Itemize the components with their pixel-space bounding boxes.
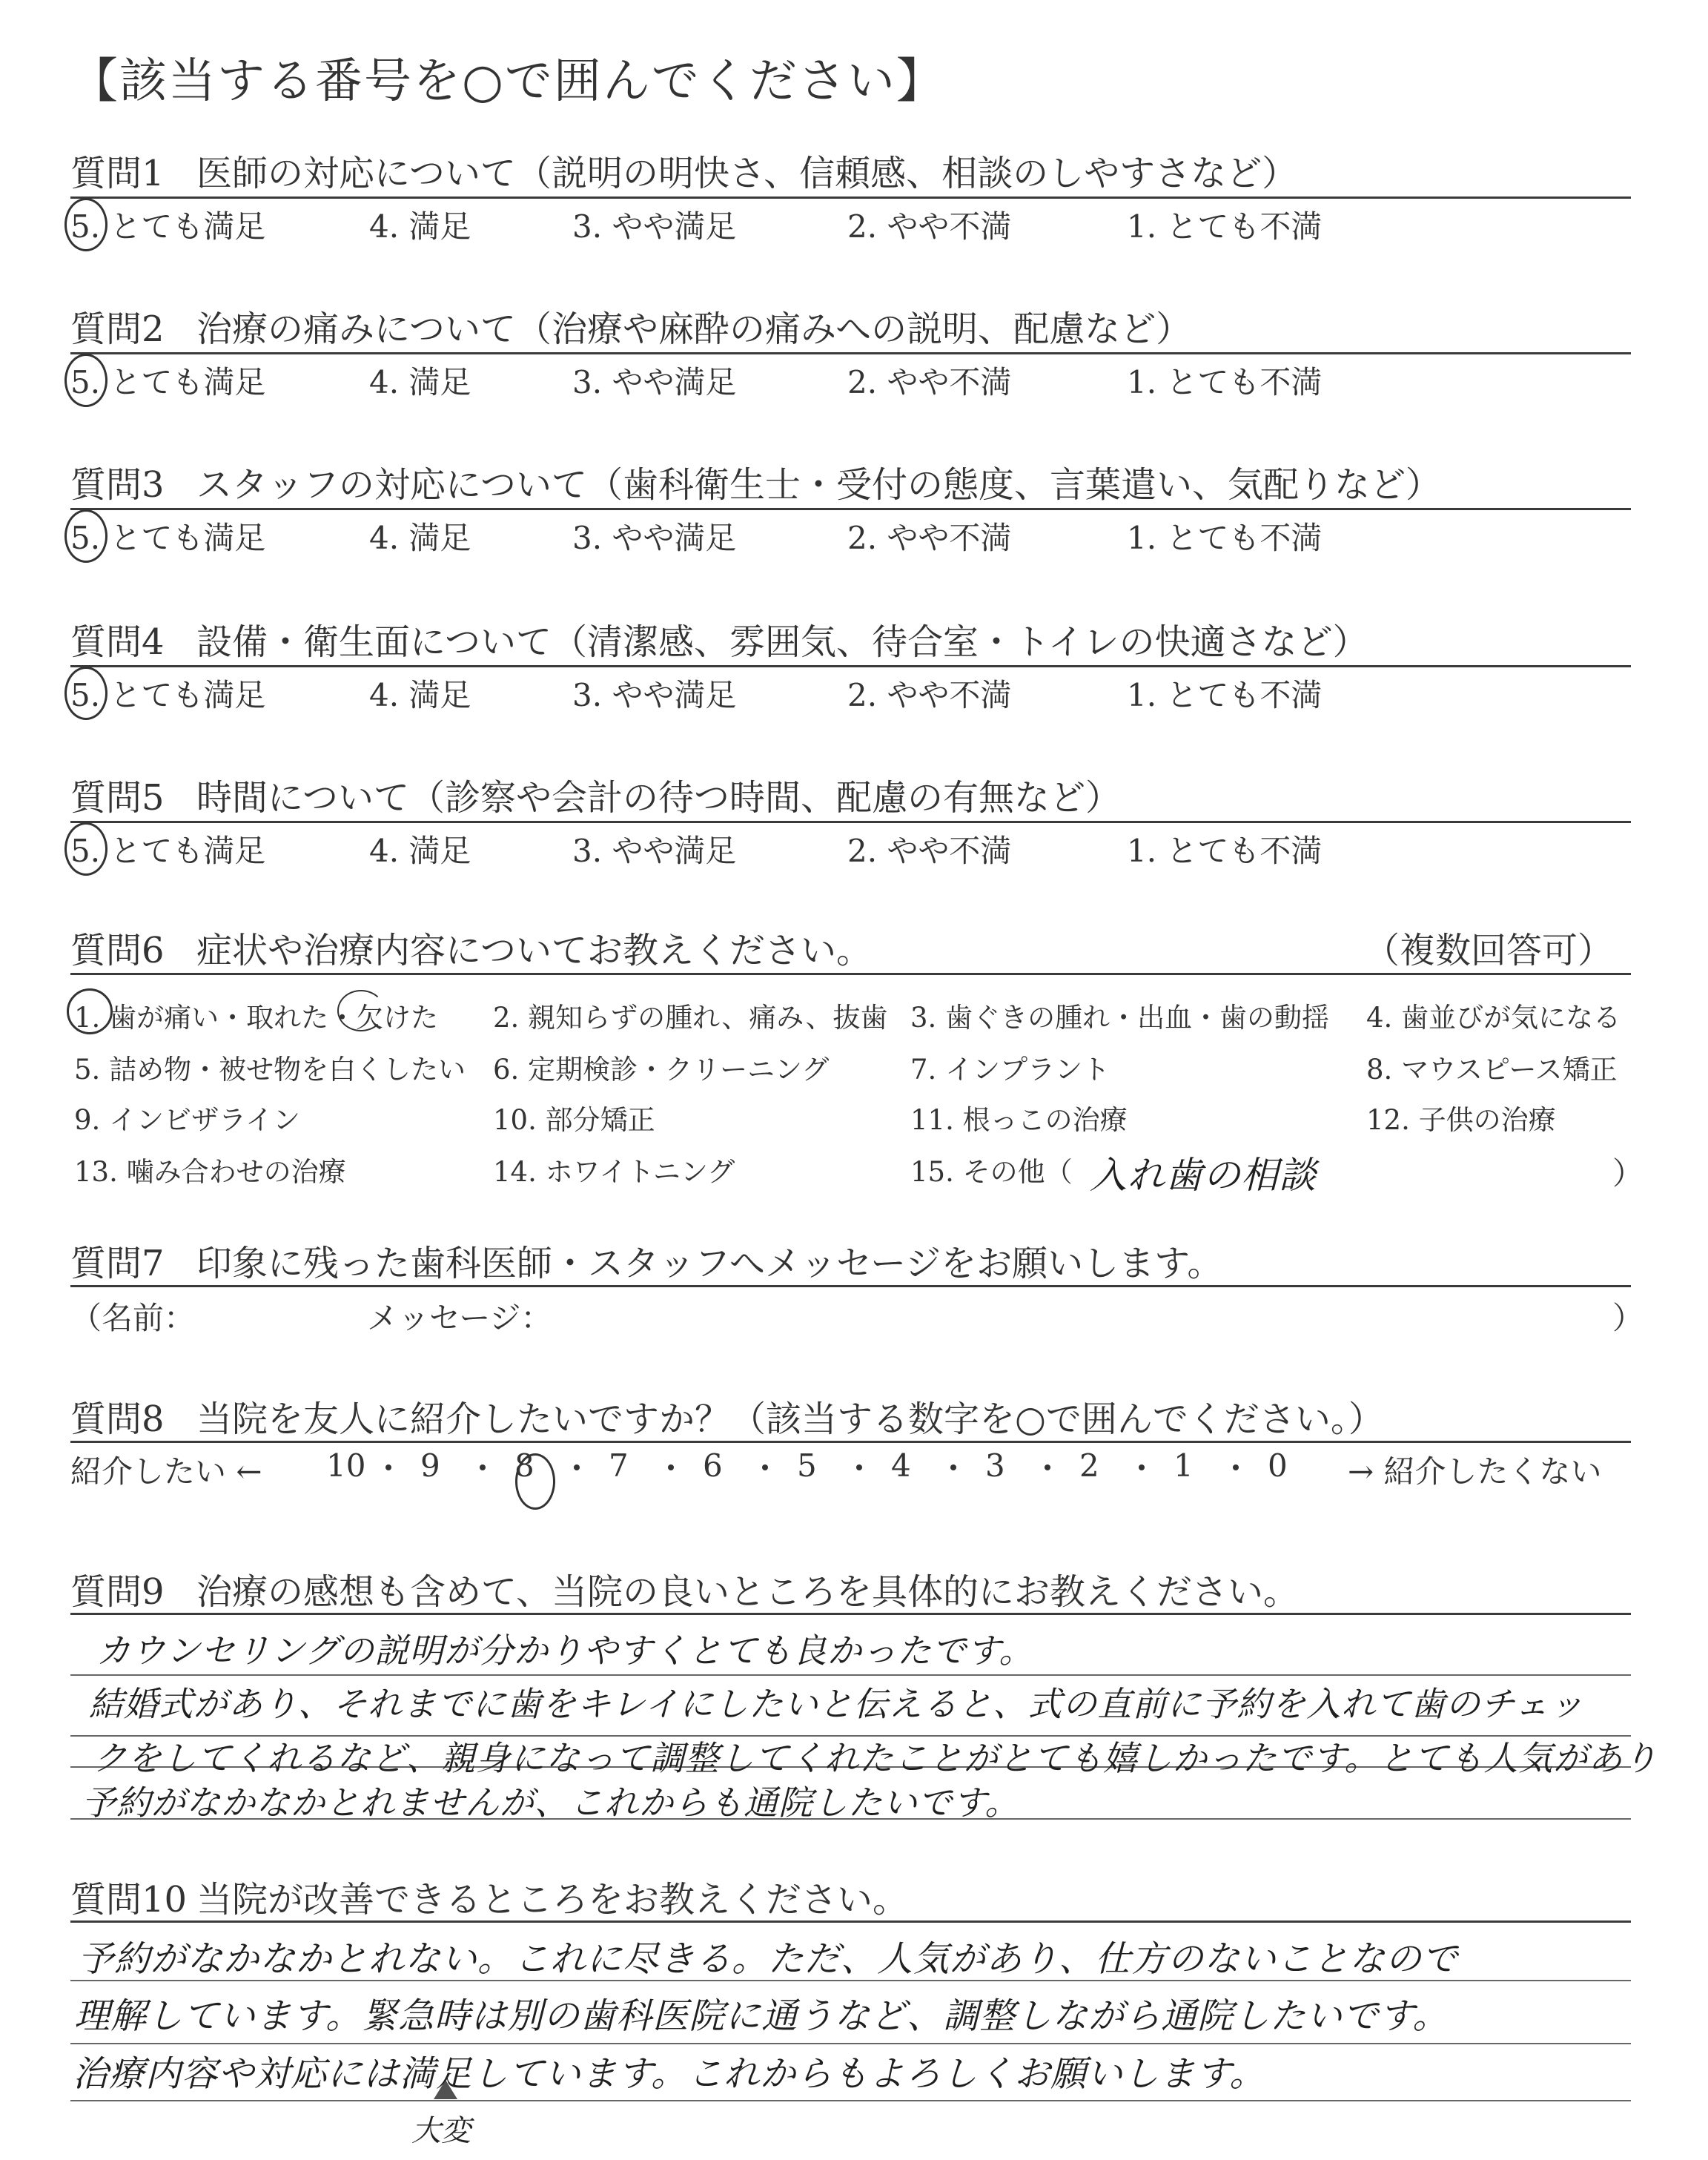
rating-option[interactable]: 2. やや不満: [847, 833, 1012, 869]
q9-line-rule: [70, 1674, 1631, 1676]
selection-circle-mark: [64, 354, 107, 407]
q10-rule: [70, 1920, 1631, 1923]
rating-option[interactable]: 3. やや満足: [572, 833, 737, 869]
handwritten-line: クをしてくれるなど、親身になって調整してくれたことがとても嬉しかったです。とても人気があり: [93, 1738, 1658, 1778]
question-label: 質問1: [70, 153, 165, 194]
q7-text: 印象に残った歯科医師・スタッフへメッセージをお願いします。: [196, 1243, 1223, 1284]
q8-scale-separator: [385, 1464, 391, 1470]
q7-rule: [70, 1285, 1631, 1287]
q8-scale-value[interactable]: 10: [326, 1447, 366, 1484]
question-rule: [70, 508, 1631, 510]
rating-option[interactable]: 4. 満足: [369, 677, 471, 713]
q6-option[interactable]: 6. 定期検診・クリーニング: [493, 1054, 830, 1086]
handwritten-line: 予約がなかなかとれない。これに尽きる。ただ、人気があり、仕方のないことなので: [78, 1938, 1459, 1980]
q8-scale-value[interactable]: 7: [609, 1447, 629, 1484]
question-1-title: [70, 145, 1297, 196]
q9-label: 質問9: [70, 1571, 165, 1613]
question-text: スタッフの対応について（歯科衛生士・受付の態度、言葉遣い、気配りなど）: [196, 464, 1442, 506]
q6-option[interactable]: 11. 根っこの治療: [910, 1104, 1128, 1136]
rating-option[interactable]: 4. 満足: [369, 364, 471, 400]
rating-option[interactable]: 2. やや不満: [847, 520, 1012, 556]
q10-text: 当院が改善できるところをお教えください。: [196, 1879, 909, 1920]
q10-caret-mark: [434, 2080, 457, 2099]
q8-left-label: 紹介したい ←: [70, 1453, 262, 1490]
q8-scale-separator: [856, 1464, 862, 1470]
q8-text: 当院を友人に紹介したいですか？（該当する数字を○で囲んでください。）: [196, 1398, 1384, 1440]
q8-scale-separator: [668, 1464, 674, 1470]
rating-option[interactable]: 5. とても満足: [70, 677, 266, 713]
question-rule: [70, 196, 1631, 199]
q6-option[interactable]: 5. 詰め物・被せ物を白くしたい: [74, 1054, 466, 1086]
q6-option[interactable]: 10. 部分矯正: [493, 1104, 655, 1136]
q6-title: [70, 922, 872, 973]
q6-option[interactable]: 2. 親知らずの腫れ、痛み、抜歯: [493, 1002, 888, 1034]
question-text: 治療の痛みについて（治療や麻酔の痛みへの説明、配慮など）: [196, 308, 1192, 350]
q6-option[interactable]: 13. 噛み合わせの治療: [74, 1156, 346, 1188]
rating-option[interactable]: 2. やや不満: [847, 364, 1012, 400]
question-label: 質問3: [70, 464, 165, 506]
q8-title: [70, 1390, 1384, 1441]
q8-label: 質問8: [70, 1398, 165, 1440]
q6-option[interactable]: 14. ホワイトニング: [493, 1156, 735, 1188]
q8-scale-value[interactable]: 4: [891, 1447, 911, 1484]
q10-line-rule: [70, 2043, 1631, 2044]
q10-insertion: 大変: [411, 2114, 471, 2148]
q8-scale-value[interactable]: 1: [1174, 1447, 1194, 1484]
handwritten-line: カウンセリングの説明が分かりやすくとても良かったです。: [96, 1631, 1034, 1671]
q8-right-label: → 紹介したくない: [1348, 1453, 1602, 1490]
rating-option[interactable]: 2. やや不満: [847, 208, 1012, 245]
q6-option[interactable]: 1. 歯が痛い・取れた・欠けた: [74, 1002, 439, 1034]
q8-circle-mark: [515, 1453, 555, 1510]
q7-closing: ）: [1612, 1300, 1644, 1336]
q8-scale-separator: [480, 1464, 486, 1470]
rating-option[interactable]: 3. やや満足: [572, 364, 737, 400]
q8-scale-value[interactable]: 6: [703, 1447, 723, 1484]
selection-circle-mark: [64, 198, 107, 251]
question-4-title: [70, 613, 1368, 664]
q8-scale-value[interactable]: 5: [797, 1447, 817, 1484]
q6-other-handwritten: 入れ歯の相談: [1090, 1154, 1317, 1197]
q8-scale-separator: [950, 1464, 956, 1470]
q8-scale-separator: [574, 1464, 580, 1470]
rating-option[interactable]: 5. とても満足: [70, 208, 266, 245]
rating-option[interactable]: 1. とても不満: [1127, 364, 1323, 400]
rating-option[interactable]: 2. やや不満: [847, 677, 1012, 713]
q8-scale-value[interactable]: 3: [985, 1447, 1005, 1484]
rating-option[interactable]: 4. 満足: [369, 833, 471, 869]
q9-title: [70, 1563, 1299, 1614]
q8-scale-separator: [1045, 1464, 1050, 1470]
q7-label: 質問7: [70, 1243, 165, 1284]
rating-option[interactable]: 1. とても不満: [1127, 520, 1323, 556]
question-5-title: [70, 769, 1121, 820]
question-label: 質問2: [70, 308, 165, 350]
question-rule: [70, 352, 1631, 354]
q6-circle-mark: [67, 988, 113, 1034]
question-text: 設備・衛生面について（清潔感、雰囲気、待合室・トイレの快適さなど）: [196, 621, 1368, 663]
q8-scale-value[interactable]: 9: [420, 1447, 440, 1484]
q6-option[interactable]: 4. 歯並びが気になる: [1366, 1002, 1621, 1034]
rating-option[interactable]: 5. とても満足: [70, 833, 266, 869]
q6-other-closing: ）: [1612, 1155, 1644, 1192]
q8-scale-separator: [1139, 1464, 1145, 1470]
handwritten-line: 予約がなかなかとれませんが、これからも通院したいです。: [82, 1783, 1020, 1823]
q7-title: [70, 1235, 1222, 1286]
handwritten-line: 理解しています。緊急時は別の歯科医院に通うなど、調整しながら通院したいです。: [74, 1995, 1449, 2037]
q8-scale-value[interactable]: 2: [1079, 1447, 1099, 1484]
rating-option[interactable]: 3. やや満足: [572, 520, 737, 556]
q6-text: 症状や治療内容についてお教えください。: [196, 930, 873, 971]
rating-option[interactable]: 5. とても満足: [70, 520, 266, 556]
q6-option[interactable]: 8. マウスピース矯正: [1366, 1054, 1618, 1086]
q6-option[interactable]: 12. 子供の治療: [1366, 1104, 1556, 1136]
rating-option[interactable]: 1. とても不満: [1127, 208, 1323, 245]
question-text: 時間について（診察や会計の待つ時間、配慮の有無など）: [196, 777, 1122, 819]
q6-option[interactable]: 15. その他（: [910, 1156, 1073, 1188]
question-text: 医師の対応について（説明の明快さ、信頼感、相談のしやすさなど）: [196, 153, 1298, 194]
q8-scale-value[interactable]: 8: [514, 1447, 534, 1484]
handwritten-line: 治療内容や対応には満足しています。これからもよろしくお願いします。: [73, 2053, 1266, 2095]
q8-rule: [70, 1441, 1631, 1443]
rating-option[interactable]: 4. 満足: [369, 520, 471, 556]
q6-circle-mark-partial: [337, 990, 385, 1031]
q8-scale-value[interactable]: 0: [1268, 1447, 1288, 1484]
q6-note: （複数回答可）: [1364, 930, 1614, 971]
selection-circle-mark: [64, 509, 107, 563]
rating-option[interactable]: 3. やや満足: [572, 677, 737, 713]
selection-circle-mark: [64, 667, 107, 720]
rating-option[interactable]: 1. とても不満: [1127, 677, 1323, 713]
q9-rule: [70, 1613, 1631, 1615]
q9-text: 治療の感想も含めて、当院の良いところを具体的にお教えください。: [196, 1571, 1300, 1613]
rating-option[interactable]: 3. やや満足: [572, 208, 737, 245]
handwritten-line: 結婚式があり、それまでに歯をキレイにしたいと伝えると、式の直前に予約を入れて歯のチェッ: [89, 1684, 1584, 1724]
question-3-title: [70, 456, 1441, 507]
rating-option[interactable]: 1. とても不満: [1127, 833, 1323, 869]
q7-name-label: （名前：: [70, 1300, 196, 1336]
rating-option[interactable]: 5. とても満足: [70, 364, 266, 400]
q8-scale-separator: [1233, 1464, 1239, 1470]
q6-option[interactable]: 7. インプラント: [910, 1054, 1110, 1086]
question-label: 質問5: [70, 777, 165, 819]
q6-option[interactable]: 9. インビザライン: [74, 1104, 300, 1136]
form-heading: 【該当する番号を○で囲んでください】: [70, 54, 945, 109]
q7-message-label: メッセージ：: [367, 1300, 552, 1336]
q6-option[interactable]: 3. 歯ぐきの腫れ・出血・歯の動揺: [910, 1002, 1330, 1034]
selection-circle-mark: [64, 822, 107, 876]
q6-label: 質問6: [70, 930, 165, 971]
question-rule: [70, 821, 1631, 823]
q8-scale-separator: [762, 1464, 768, 1470]
question-label: 質問4: [70, 621, 165, 663]
q10-line-rule: [70, 2100, 1631, 2101]
q6-rule: [70, 973, 1631, 975]
rating-option[interactable]: 4. 満足: [369, 208, 471, 245]
question-rule: [70, 665, 1631, 667]
q10-label: 質問10: [70, 1879, 188, 1920]
question-2-title: [70, 300, 1191, 351]
q10-title: [70, 1871, 908, 1922]
